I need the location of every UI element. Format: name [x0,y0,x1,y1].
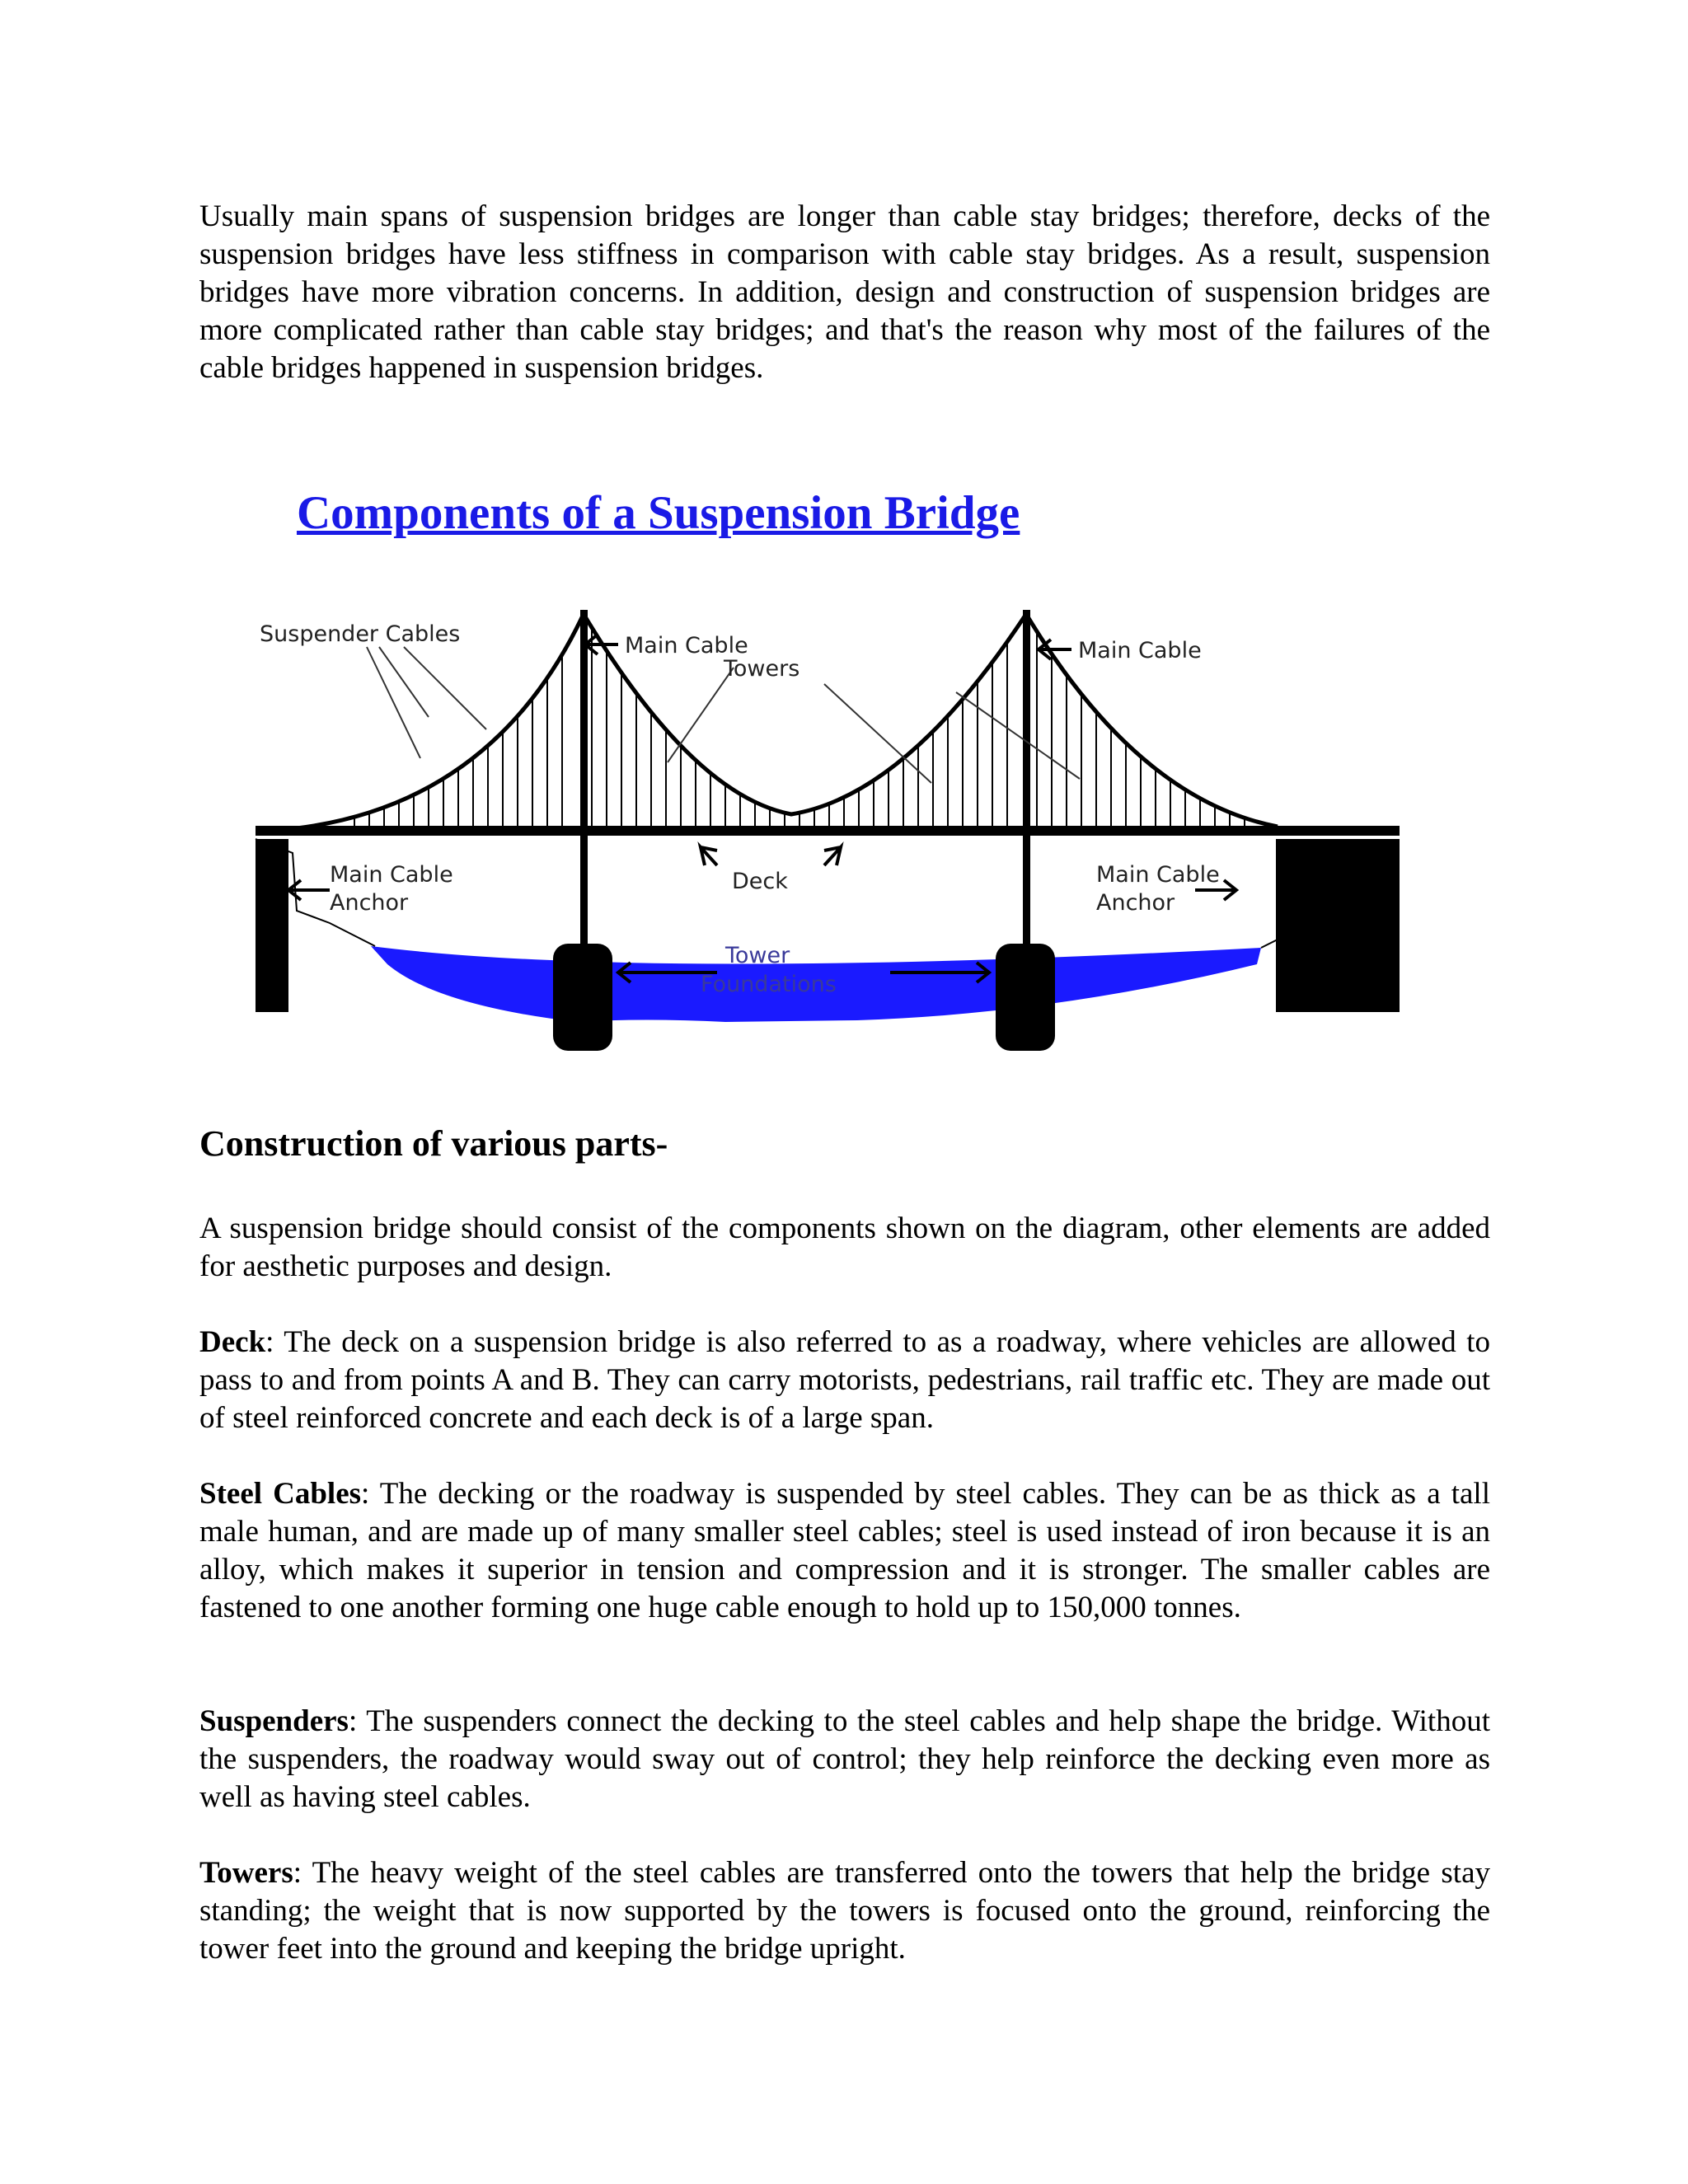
deck [256,826,1400,836]
arrows [288,635,1236,982]
tower-right-shaft [1023,610,1030,956]
towers-term: Towers [199,1856,293,1890]
label-anchor-right-2: Anchor [1096,890,1175,916]
diagram-title[interactable]: Components of a Suspension Bridge [297,487,1020,539]
label-main-cable-right: Main Cable [1078,638,1202,663]
components-paragraph: A suspension bridge should consist of the components shown on the diagram, other elements are added for aesthetic purposes and design. [199,1212,1490,1283]
tower-right-foundation [996,944,1055,1051]
label-anchor-left-1: Main Cable [330,862,453,888]
tower-left-foundation [553,944,612,1051]
label-anchor-left-2: Anchor [330,890,409,916]
towers-text: : The heavy weight of the steel cables are transferred onto the towers that help the bridge stay standing; the weight that is now supported by the towers is focused onto the ground, reinforcing the tower feet into the ground and keeping the bridge upright. [199,1856,1490,1966]
steel-cables-text: : The decking or the roadway is suspended by steel cables. They can be as thick as a tall male human, and are made up of many smaller steel cables; steel is used instead of iron because it is an alloy, which makes it superior in tension and compression and it is stronger. The smaller cables are fastened to one another forming one huge cable enough to hold up to 150,000 tonnes. [199,1477,1490,1624]
label-foundations-1: Tower [725,943,790,968]
label-main-cable-left: Main Cable [625,633,748,658]
deck-paragraph [199,1324,1490,1437]
section-heading: Construction of various parts- [199,1123,668,1164]
label-towers: Towers [724,656,800,682]
suspension-bridge-diagram [231,577,1401,1055]
label-foundations-2: Foundations [701,972,837,997]
deck-term: Deck [199,1325,266,1359]
label-suspender-cables: Suspender Cables [260,621,461,647]
towers-paragraph [199,1854,1490,1968]
label-deck: Deck [732,869,788,894]
suspenders-term: Suspenders [199,1704,349,1738]
intro-paragraph: Usually main spans of suspension bridges are longer than cable stay bridges; therefore, decks of the suspension bridges have less stiffness in comparison with cable stay bridges. As a result, suspension bridges have more vibration concerns. In addition, design and construction of suspension bridges are more complicated rather than cable stay bridges; and that's the reason why most of the failures of the cable bridges happened in suspension bridges. [199,199,1490,385]
anchor-left-block [256,839,288,1012]
steel-cables-paragraph [199,1475,1490,1627]
anchor-right-block [1276,839,1400,1012]
tower-left-shaft [580,610,588,956]
deck-text: : The deck on a suspension bridge is also referred to as a roadway, where vehicles are allowed to pass to and from points A and B. They can carry motorists, pedestrians, rail traffic etc. They are made out of steel reinforced concrete and each deck is of a large span. [199,1325,1490,1435]
suspenders-paragraph [199,1703,1490,1816]
steel-cables-term: Steel Cables [199,1477,362,1511]
suspenders-text: : The suspenders connect the decking to the steel cables and help shape the bridge. Without the suspenders, the roadway would sway out of control; they help reinforce the decking even more as well as having steel cables. [199,1704,1490,1814]
label-anchor-right-1: Main Cable [1096,862,1220,888]
